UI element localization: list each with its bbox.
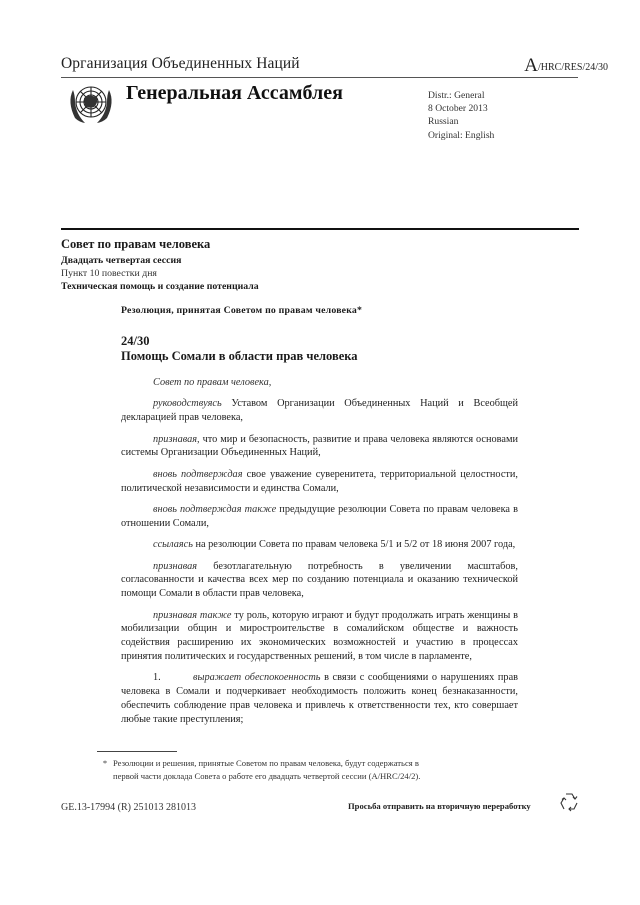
council-name: Совет по правам человека xyxy=(61,237,211,251)
paragraph-number: 1. xyxy=(153,672,161,684)
un-emblem-icon xyxy=(63,80,119,126)
footnote-line-2: первой части доклада Совета о работе его двадцать четвертой сессии (A/HRC/24/2). xyxy=(113,770,421,781)
preamble-text: ту роль, которую играют и будут продолжать играть женщины в мобилизации общин и миростроительстве в сомалийском обществе и важность содействия расширению их экономических возможностей и участию в процессах принятия политических и государственных решений, в том числе в парламенте, xyxy=(121,609,519,662)
footnote-marker: * xyxy=(102,758,108,768)
original-language: Original: English xyxy=(428,129,495,141)
symbol-rest: /HRC/RES/24/30 xyxy=(537,62,608,73)
preamble-lead: ссылаясь xyxy=(153,539,193,551)
session-name: Двадцать четвертая сессия xyxy=(61,255,182,266)
footnote-rule xyxy=(97,751,177,752)
resolution-title: Помощь Сомали в области прав человека xyxy=(121,349,358,363)
preamble-text: Уставом Организации Объединенных Наций и Всеобщей декларацией прав человека, xyxy=(121,398,518,424)
preamble-lead: признавая xyxy=(153,560,198,572)
preamble-text: предыдущие резолюции Совета по правам человека в отношении Сомали, xyxy=(121,503,518,529)
preamble-lead: признавая также xyxy=(153,609,232,621)
preamble-lead: признавая, xyxy=(153,433,200,445)
preamble-paragraph xyxy=(121,538,518,552)
recycle-icon xyxy=(557,790,581,814)
preamble-paragraph xyxy=(121,609,518,664)
operative-paragraph xyxy=(121,671,518,726)
preamble-paragraph xyxy=(121,433,518,461)
distribution-block xyxy=(428,89,494,142)
recycle-notice: Просьба отправить на вторичную переработку xyxy=(348,801,531,811)
footnote-line-1: Резолюции и решения, принятые Советом по правам человека, будут содержаться в xyxy=(113,758,419,768)
preamble-text: безотлагательную потребность в увеличении масштабов, согласованности и качества всех мер по созданию потенциала и оказанию технической помощи Сомали в области прав человека, xyxy=(121,560,518,600)
organization-name: Организация Объединенных Наций xyxy=(61,55,300,72)
resolution-number: 24/30 xyxy=(121,334,150,348)
operative-lead: выражает обеспокоенность xyxy=(193,672,321,684)
resolution-body xyxy=(121,376,518,734)
agenda-title: Техническая помощь и создание потенциала xyxy=(61,281,259,292)
preamble-lead: вновь подтверждая xyxy=(153,468,243,480)
preamble-lead: вновь подтверждая также xyxy=(153,503,277,515)
adopted-line: Резолюция, принятая Советом по правам человека* xyxy=(121,305,363,316)
distr-label: Distr.: General xyxy=(428,90,485,101)
preamble-text: что мир и безопасность, развитие и права человека являются основами системы Организации Объединенных Наций, xyxy=(121,433,518,459)
preamble-paragraph xyxy=(121,397,518,425)
agenda-item: Пункт 10 повестки дня xyxy=(61,268,157,279)
section-rule xyxy=(61,228,579,230)
symbol-prefix: A xyxy=(524,55,538,76)
header-rule xyxy=(61,77,578,78)
preamble-paragraph xyxy=(121,468,518,496)
footnote xyxy=(97,757,527,782)
preamble-text: на резолюции Совета по правам человека 5/1 и 5/2 от 18 июня 2007 года, xyxy=(192,539,516,551)
document-id: GE.13-17994 (R) 251013 281013 xyxy=(61,802,196,813)
preamble-paragraph xyxy=(121,503,518,531)
preamble-lead: Совет по правам человека, xyxy=(153,377,272,388)
preamble-paragraph xyxy=(121,560,518,601)
preamble-text: свое уважение суверенитета, территориальной целостности, политической независимости и единства Сомали, xyxy=(121,468,518,494)
operative-text: в связи с сообщениями о нарушениях прав человека в Сомали и подчеркивает необходимость положить конец безнаказанности, обеспечить соблюдение прав человека и привлечь к ответственности тех, кто совершает любые такие преступления; xyxy=(121,672,519,725)
document-symbol xyxy=(524,55,608,77)
preamble-paragraph xyxy=(121,376,518,390)
date: 8 October 2013 xyxy=(428,103,488,115)
preamble-lead: руководствуясь xyxy=(153,398,222,410)
organ-title: Генеральная Ассамблея xyxy=(126,82,343,104)
language: Russian xyxy=(428,116,459,128)
